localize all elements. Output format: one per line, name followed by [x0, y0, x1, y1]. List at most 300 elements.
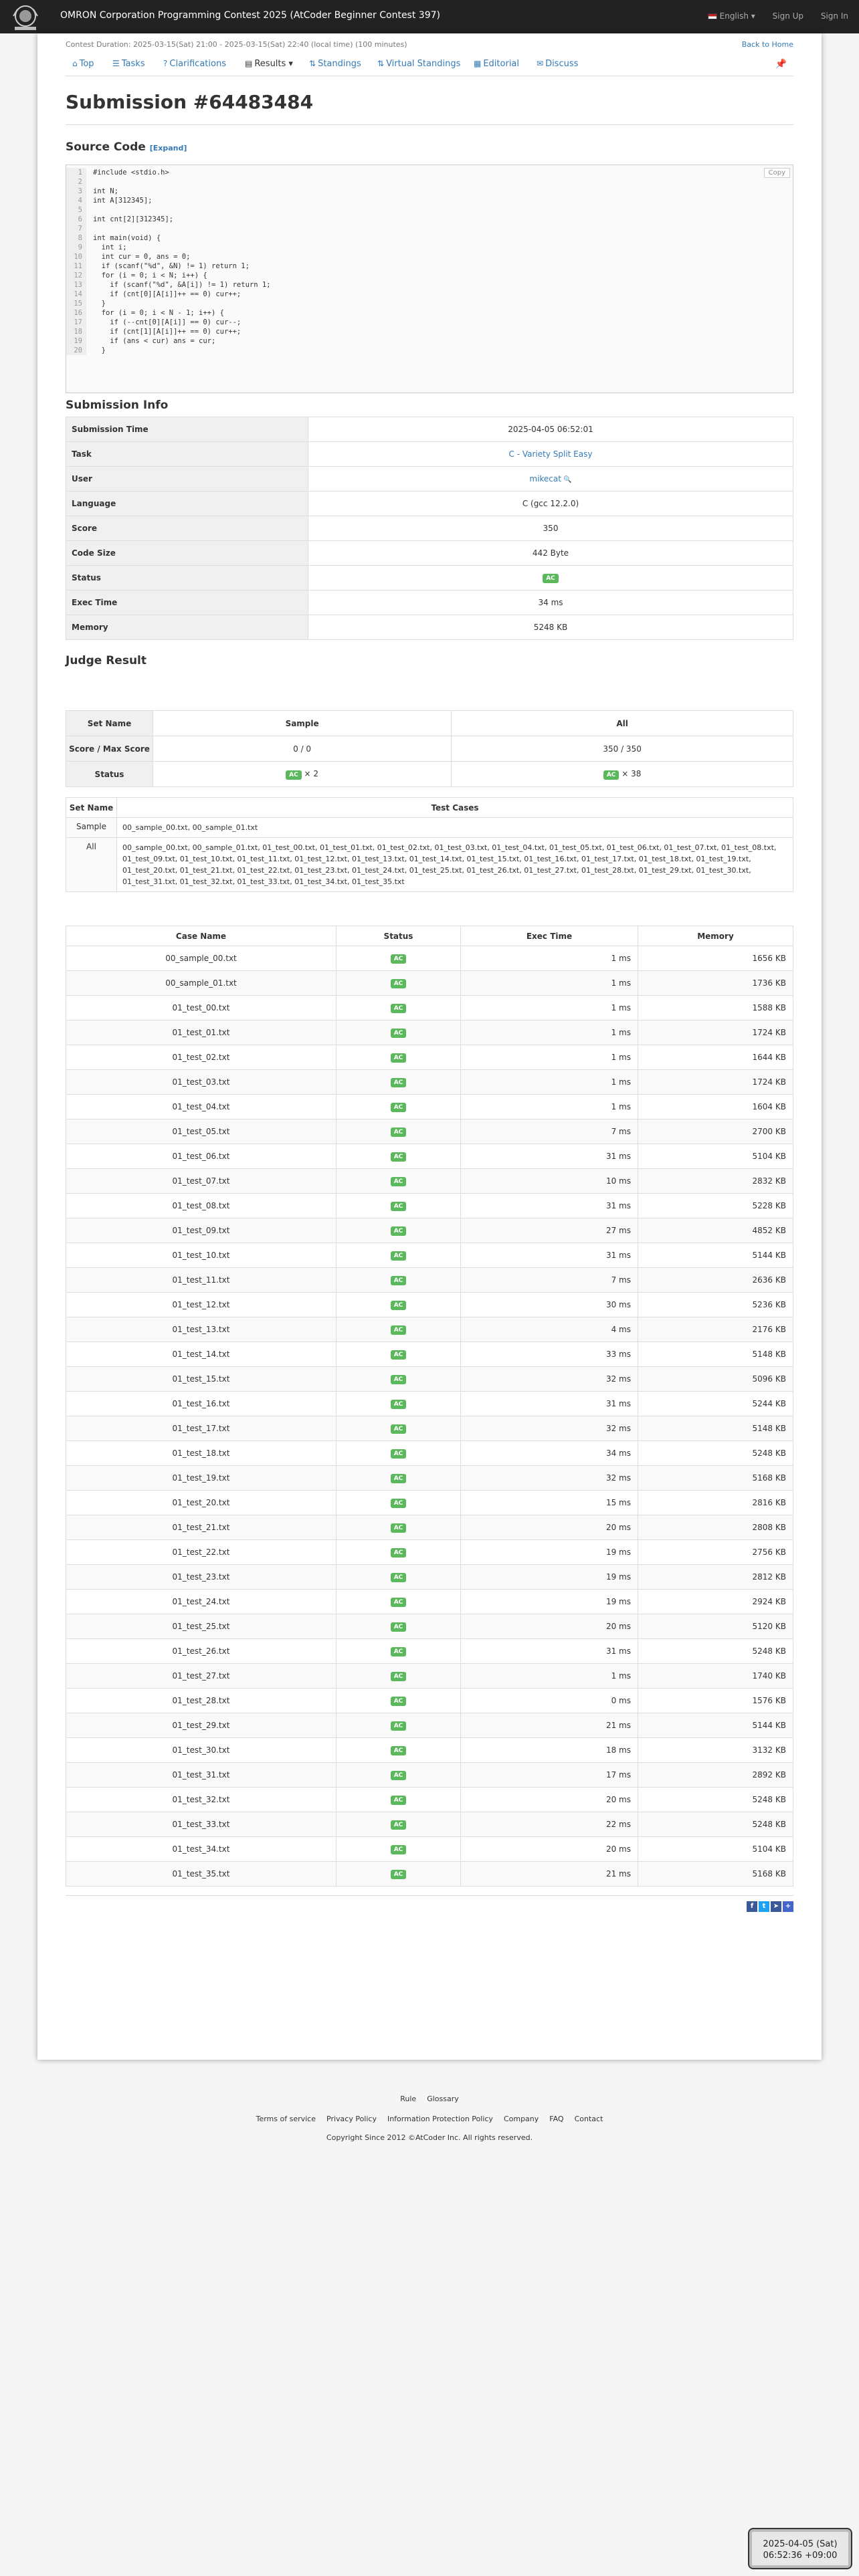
code-text: for (i = 0; i < N - 1; i++) {: [93, 309, 224, 317]
case-status-cell: [337, 1045, 461, 1070]
status-badge: AC: [391, 1128, 407, 1137]
sign-up-link[interactable]: Sign Up: [772, 11, 804, 21]
line-number: 16: [66, 308, 86, 318]
case-status-cell: [337, 1119, 461, 1144]
case-memory: 1656 KB: [638, 946, 793, 971]
case-exec-time: 1 ms: [461, 971, 638, 996]
facebook-icon[interactable]: f: [747, 1901, 757, 1912]
case-exec-time: 1 ms: [461, 1664, 638, 1689]
code-line: [66, 280, 793, 290]
case-row: [66, 1070, 793, 1095]
case-memory: 5248 KB: [638, 1788, 793, 1812]
case-row: [66, 1021, 793, 1045]
case-exec-time: 7 ms: [461, 1119, 638, 1144]
case-exec-time: 32 ms: [461, 1466, 638, 1491]
case-exec-time: 27 ms: [461, 1218, 638, 1243]
case-memory: 5168 KB: [638, 1466, 793, 1491]
code-line: [66, 205, 793, 215]
code-line: [66, 215, 793, 224]
case-row: [66, 1491, 793, 1515]
case-name: 01_test_28.txt: [66, 1689, 337, 1713]
case-status-cell: [337, 1639, 461, 1664]
case-status-cell: [337, 1095, 461, 1119]
status-badge: AC: [391, 1474, 407, 1483]
atcoder-logo-icon[interactable]: [8, 3, 43, 32]
case-memory: 5104 KB: [638, 1144, 793, 1169]
case-exec-time: 21 ms: [461, 1862, 638, 1887]
status-badge: AC: [391, 1078, 407, 1087]
case-exec-time: 30 ms: [461, 1293, 638, 1317]
case-exec-time: 31 ms: [461, 1144, 638, 1169]
line-number: 14: [66, 290, 86, 299]
case-memory: 2924 KB: [638, 1590, 793, 1614]
tab-editorial[interactable]: [474, 59, 519, 69]
status-badge: AC: [391, 1598, 407, 1607]
clock-time: 06:52:36 +09:00: [763, 2551, 838, 2561]
case-status-cell: [337, 1268, 461, 1293]
info-label: Language: [66, 492, 308, 516]
search-icon[interactable]: 🔍: [561, 476, 572, 484]
case-exec-time: 7 ms: [461, 1268, 638, 1293]
status-badge: AC: [391, 1152, 407, 1162]
code-text: int N;: [93, 187, 118, 195]
case-exec-time: 20 ms: [461, 1614, 638, 1639]
case-status-cell: [337, 1367, 461, 1392]
info-value-cell: [308, 442, 793, 467]
footer-link[interactable]: Company: [503, 2115, 539, 2123]
case-status-cell: [337, 1243, 461, 1268]
case-name: 00_sample_00.txt: [66, 946, 337, 971]
sign-in-link[interactable]: Sign In: [820, 11, 848, 21]
comment-icon: ✉: [537, 59, 544, 68]
sets-col-test-cases: Test Cases: [117, 798, 793, 818]
footer-link[interactable]: Glossary: [427, 2095, 459, 2103]
case-memory: 2176 KB: [638, 1317, 793, 1342]
case-exec-time: 17 ms: [461, 1763, 638, 1788]
status-badge: AC: [391, 1202, 407, 1211]
info-value: 350: [543, 524, 559, 533]
case-row: [66, 1466, 793, 1491]
judge-result-table: [66, 710, 793, 787]
telegram-icon[interactable]: ➤: [771, 1901, 781, 1912]
status-badge: AC: [391, 1672, 407, 1681]
case-status-cell: [337, 1169, 461, 1194]
share-plus-icon[interactable]: +: [783, 1901, 793, 1912]
footer-link[interactable]: Terms of service: [256, 2115, 316, 2123]
judge-result-heading: Judge Result: [66, 654, 147, 667]
copy-button[interactable]: Copy: [764, 168, 790, 178]
code-text: if (--cnt[0][A[i]] == 0) cur--;: [93, 318, 242, 326]
cases-header-row: [66, 926, 793, 946]
case-row: [66, 1268, 793, 1293]
test-cases-table: [66, 926, 793, 1887]
case-status-cell: [337, 971, 461, 996]
line-number: 19: [66, 336, 86, 346]
case-name: 01_test_14.txt: [66, 1342, 337, 1367]
code-line: [66, 327, 793, 336]
case-name: 01_test_25.txt: [66, 1614, 337, 1639]
info-value: 2025-04-05 06:52:01: [508, 425, 593, 434]
line-number: 7: [66, 224, 86, 233]
all-count: × 38: [622, 768, 642, 778]
case-name: 01_test_08.txt: [66, 1194, 337, 1218]
info-row: [66, 591, 793, 615]
case-memory: 1644 KB: [638, 1045, 793, 1070]
case-memory: 2816 KB: [638, 1491, 793, 1515]
language-dropdown[interactable]: English ▾: [708, 11, 755, 21]
contest-duration: Contest Duration: 2025-03-15(Sat) 21:00 - 2025-03-15(Sat) 22:40 (local time) (100 minutes): [66, 40, 407, 49]
case-memory: 1736 KB: [638, 971, 793, 996]
code-text: [86, 178, 93, 186]
navbar: [0, 0, 859, 33]
tab-tasks-label: Tasks: [121, 59, 145, 69]
info-value: 34 ms: [538, 598, 563, 607]
case-row: [66, 1144, 793, 1169]
case-exec-time: 31 ms: [461, 1194, 638, 1218]
code-text: [86, 206, 93, 214]
back-to-home-link[interactable]: Back to Home: [741, 40, 793, 49]
case-status-cell: [337, 1392, 461, 1416]
case-memory: 2700 KB: [638, 1119, 793, 1144]
clock-date: 2025-04-05 (Sat): [763, 2539, 838, 2549]
case-memory: 5248 KB: [638, 1441, 793, 1466]
footer-link[interactable]: Rule: [400, 2095, 417, 2103]
case-memory: 5236 KB: [638, 1293, 793, 1317]
case-status-cell: [337, 1317, 461, 1342]
case-row: [66, 1812, 793, 1837]
case-name: 01_test_10.txt: [66, 1243, 337, 1268]
case-memory: 2832 KB: [638, 1169, 793, 1194]
case-memory: 1576 KB: [638, 1689, 793, 1713]
tab-standings-label: Standings: [318, 59, 361, 69]
case-status-cell: [337, 1862, 461, 1887]
case-exec-time: 19 ms: [461, 1540, 638, 1565]
case-name: 01_test_29.txt: [66, 1713, 337, 1738]
code-text: if (ans < cur) ans = cur;: [93, 337, 216, 345]
line-number: 13: [66, 280, 86, 290]
info-label: User: [66, 467, 308, 492]
question-icon: ?: [163, 59, 168, 68]
case-status-cell: [337, 1021, 461, 1045]
code-line: [66, 177, 793, 187]
code-line: [66, 196, 793, 205]
case-row: [66, 1243, 793, 1268]
case-exec-time: 21 ms: [461, 1713, 638, 1738]
sort-icon-2: ⇅: [377, 59, 385, 68]
case-memory: 5248 KB: [638, 1639, 793, 1664]
code-line: [66, 271, 793, 280]
submission-info-heading: Submission Info: [66, 399, 169, 412]
case-name: 01_test_26.txt: [66, 1639, 337, 1664]
col-exec-time: Exec Time: [461, 926, 638, 946]
footer-link[interactable]: Privacy Policy: [326, 2115, 377, 2123]
tab-discuss[interactable]: [537, 59, 578, 69]
case-status-cell: [337, 1713, 461, 1738]
case-row: [66, 971, 793, 996]
case-status-cell: [337, 946, 461, 971]
divider: [66, 1895, 793, 1896]
code-line: [66, 233, 793, 243]
status-badge: AC: [391, 1771, 407, 1780]
home-icon: ⌂: [72, 59, 78, 68]
code-line: [66, 243, 793, 252]
pin-icon[interactable]: 📌: [775, 59, 787, 70]
case-memory: 5144 KB: [638, 1243, 793, 1268]
info-value-cell: [308, 417, 793, 442]
tab-top[interactable]: [72, 59, 94, 69]
case-name: 01_test_15.txt: [66, 1367, 337, 1392]
sets-header-row: [66, 798, 793, 818]
case-memory: 2808 KB: [638, 1515, 793, 1540]
case-memory: 2892 KB: [638, 1763, 793, 1788]
status-badge: AC: [391, 1721, 407, 1731]
footer-links-secondary: [0, 2115, 859, 2123]
case-exec-time: 1 ms: [461, 946, 638, 971]
info-value-cell: [308, 492, 793, 516]
case-status-cell: [337, 1466, 461, 1491]
tab-tasks[interactable]: [112, 59, 145, 69]
info-value-cell: [308, 591, 793, 615]
footer-link[interactable]: FAQ: [549, 2115, 564, 2123]
case-status-cell: [337, 996, 461, 1021]
tab-clarifications[interactable]: [163, 59, 226, 69]
case-name: 01_test_06.txt: [66, 1144, 337, 1169]
info-label: Exec Time: [66, 591, 308, 615]
status-badge: AC: [391, 1647, 407, 1656]
source-code-heading-label: Source Code: [66, 140, 146, 154]
code-text: if (cnt[1][A[i]]++ == 0) cur++;: [93, 328, 242, 336]
case-name: 01_test_20.txt: [66, 1491, 337, 1515]
case-memory: 5244 KB: [638, 1392, 793, 1416]
case-name: 01_test_17.txt: [66, 1416, 337, 1441]
case-exec-time: 32 ms: [461, 1416, 638, 1441]
tab-clarifications-label: Clarifications: [169, 59, 226, 69]
case-row: [66, 1367, 793, 1392]
status-badge: AC: [391, 1301, 407, 1310]
case-name: 01_test_22.txt: [66, 1540, 337, 1565]
info-value-cell: [308, 541, 793, 566]
case-exec-time: 33 ms: [461, 1342, 638, 1367]
case-exec-time: 31 ms: [461, 1392, 638, 1416]
case-memory: 5104 KB: [638, 1837, 793, 1862]
status-badge: AC: [391, 1449, 407, 1459]
case-exec-time: 0 ms: [461, 1689, 638, 1713]
info-row: [66, 442, 793, 467]
judge-col-set-name: Set Name: [66, 711, 153, 736]
case-exec-time: 34 ms: [461, 1441, 638, 1466]
status-badge: AC: [391, 1251, 407, 1261]
tab-standings[interactable]: [309, 59, 361, 69]
case-name: 01_test_03.txt: [66, 1070, 337, 1095]
case-status-cell: [337, 1342, 461, 1367]
case-name: 01_test_11.txt: [66, 1268, 337, 1293]
code-line: [66, 308, 793, 318]
line-number: 20: [66, 346, 86, 355]
case-row: [66, 1392, 793, 1416]
case-row: [66, 1194, 793, 1218]
code-text: for (i = 0; i < N; i++) {: [93, 272, 207, 280]
status-badge: AC: [391, 1103, 407, 1112]
case-row: [66, 1515, 793, 1540]
status-badge: AC: [391, 1325, 407, 1335]
case-name: 01_test_30.txt: [66, 1738, 337, 1763]
judge-score-row: [66, 736, 793, 762]
case-row: [66, 1639, 793, 1664]
status-badge: AC: [391, 1820, 407, 1830]
source-code-heading: [66, 140, 187, 154]
status-badge: AC: [391, 1697, 407, 1706]
case-memory: 5096 KB: [638, 1367, 793, 1392]
case-memory: 1724 KB: [638, 1021, 793, 1045]
case-row: [66, 946, 793, 971]
case-status-cell: [337, 1218, 461, 1243]
case-memory: 4852 KB: [638, 1218, 793, 1243]
set-name: Sample: [66, 818, 117, 838]
case-row: [66, 1664, 793, 1689]
case-status-cell: [337, 1614, 461, 1639]
status-badge: AC: [391, 1226, 407, 1236]
expand-link[interactable]: [Expand]: [149, 144, 187, 152]
case-row: [66, 1763, 793, 1788]
case-row: [66, 1565, 793, 1590]
info-row: [66, 467, 793, 492]
sets-row-all: [66, 838, 793, 892]
case-memory: 5248 KB: [638, 1812, 793, 1837]
tab-results[interactable]: ▤ Results ▾: [245, 59, 293, 69]
copyright: Copyright Since 2012 ©AtCoder Inc. All rights reserved.: [326, 2133, 533, 2142]
case-memory: 5168 KB: [638, 1862, 793, 1887]
twitter-icon[interactable]: t: [759, 1901, 769, 1912]
case-name: 01_test_21.txt: [66, 1515, 337, 1540]
code-text: int A[312345];: [93, 197, 153, 205]
footer: [0, 2073, 859, 2140]
case-status-cell: [337, 1565, 461, 1590]
list-icon: ▤: [245, 59, 253, 68]
case-status-cell: [337, 1763, 461, 1788]
code-line: [66, 290, 793, 299]
contest-nav-tabs: [66, 56, 793, 76]
case-exec-time: 1 ms: [461, 996, 638, 1021]
case-status-cell: [337, 1441, 461, 1466]
case-name: 01_test_34.txt: [66, 1837, 337, 1862]
info-row: [66, 615, 793, 640]
case-name: 01_test_07.txt: [66, 1169, 337, 1194]
footer-link[interactable]: Information Protection Policy: [387, 2115, 493, 2123]
case-row: [66, 1218, 793, 1243]
status-badge: AC: [391, 1400, 407, 1409]
judge-header-row: [66, 711, 793, 736]
case-exec-time: 18 ms: [461, 1738, 638, 1763]
code-text: int i;: [93, 243, 127, 251]
line-number: 10: [66, 252, 86, 261]
task-link[interactable]: C - Variety Split Easy: [508, 449, 593, 459]
info-row: [66, 541, 793, 566]
code-text: int cur = 0, ans = 0;: [93, 253, 191, 261]
info-row: [66, 417, 793, 442]
case-row: [66, 1317, 793, 1342]
case-exec-time: 31 ms: [461, 1243, 638, 1268]
case-status-cell: [337, 1144, 461, 1169]
status-badge: AC: [391, 1796, 407, 1805]
case-row: [66, 1441, 793, 1466]
case-name: 01_test_04.txt: [66, 1095, 337, 1119]
case-row: [66, 1614, 793, 1639]
case-name: 01_test_24.txt: [66, 1590, 337, 1614]
code-line: [66, 168, 793, 177]
case-name: 01_test_35.txt: [66, 1862, 337, 1887]
case-status-cell: [337, 1515, 461, 1540]
code-line: [66, 318, 793, 327]
case-name: 01_test_01.txt: [66, 1021, 337, 1045]
contest-title-link[interactable]: OMRON Corporation Programming Contest 2025 (AtCoder Beginner Contest 397): [60, 10, 440, 21]
tab-top-label: Top: [79, 59, 94, 69]
case-name: 01_test_18.txt: [66, 1441, 337, 1466]
case-exec-time: 19 ms: [461, 1565, 638, 1590]
case-row: [66, 1689, 793, 1713]
case-name: 01_test_16.txt: [66, 1392, 337, 1416]
case-status-cell: [337, 1664, 461, 1689]
case-row: [66, 1590, 793, 1614]
case-name: 01_test_33.txt: [66, 1812, 337, 1837]
nav-right: [693, 11, 848, 21]
info-value: C (gcc 12.2.0): [522, 499, 579, 508]
status-badge: AC: [391, 1499, 407, 1508]
info-value-cell: [308, 516, 793, 541]
code-line: [66, 346, 793, 355]
status-badge: AC: [391, 1029, 407, 1038]
case-exec-time: 15 ms: [461, 1491, 638, 1515]
col-status: Status: [337, 926, 461, 946]
footer-links-primary: [0, 2095, 859, 2103]
case-name: 01_test_31.txt: [66, 1763, 337, 1788]
code-text: [86, 225, 93, 233]
case-status-cell: [337, 1540, 461, 1565]
info-value-cell: [308, 566, 793, 591]
line-number: 4: [66, 196, 86, 205]
judge-col-sample: Sample: [153, 711, 452, 736]
code-line: [66, 252, 793, 261]
case-status-cell: [337, 1293, 461, 1317]
info-label: Code Size: [66, 541, 308, 566]
code-text: }: [93, 300, 106, 308]
case-row: [66, 1862, 793, 1887]
source-code-block[interactable]: [66, 165, 793, 393]
status-badge: AC: [543, 574, 559, 583]
case-name: 01_test_32.txt: [66, 1788, 337, 1812]
info-label: Score: [66, 516, 308, 541]
status-badge: AC: [391, 1523, 407, 1533]
case-name: 00_sample_01.txt: [66, 971, 337, 996]
tab-virtual-standings[interactable]: [377, 59, 460, 69]
user-link[interactable]: mikecat: [529, 474, 561, 484]
divider: [66, 124, 793, 125]
judge-col-all: All: [452, 711, 793, 736]
case-memory: 5148 KB: [638, 1342, 793, 1367]
code-line: [66, 224, 793, 233]
case-name: 01_test_00.txt: [66, 996, 337, 1021]
case-exec-time: 31 ms: [461, 1639, 638, 1664]
footer-link[interactable]: Contact: [574, 2115, 603, 2123]
case-status-cell: [337, 1194, 461, 1218]
info-label: Memory: [66, 615, 308, 640]
info-row: [66, 566, 793, 591]
case-row: [66, 1416, 793, 1441]
line-number: 5: [66, 205, 86, 215]
case-exec-time: 20 ms: [461, 1837, 638, 1862]
line-number: 2: [66, 177, 86, 187]
case-row: [66, 1540, 793, 1565]
page-title: Submission #64483484: [66, 91, 314, 113]
